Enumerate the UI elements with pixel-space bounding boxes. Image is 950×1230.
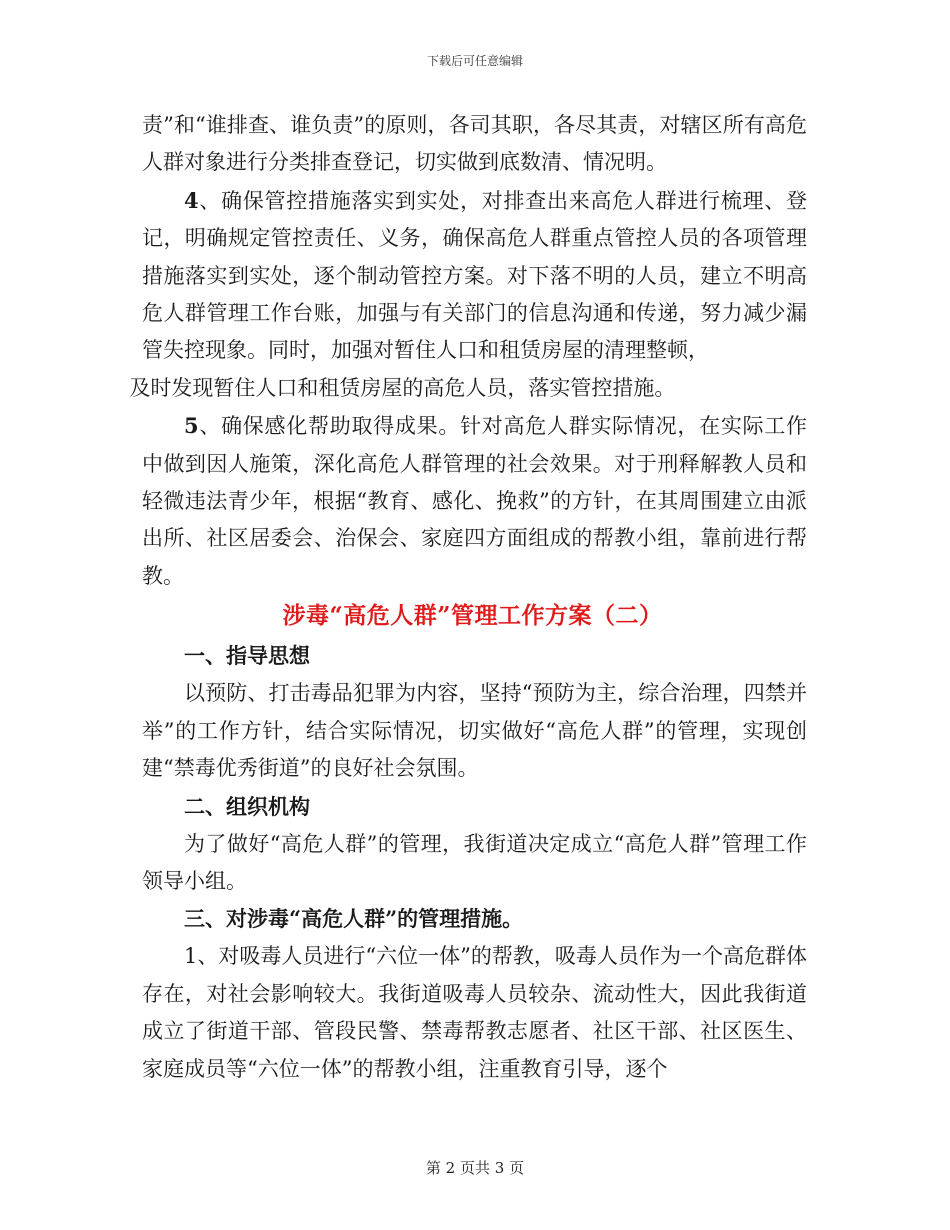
paragraph-continued: 责”和“谁排查、谁负责”的原则，各司其职，各尽其责，对辖区所有高危人群对象进行分类排查登记，切实做到底数清、情况明。 [142,113,807,175]
paragraph-text: 、确保管控措施落实到实处，对排查出来高危人群进行梳理、登记，明确规定管控责任、义务，确保高危人群重点管控人员的各项管理措施落实到实处，逐个制动管控方案。对下落不明的人员，建立不明高危人群管理工作台账，加强与有关部门的信息沟通和传递，努力减少漏管失控现象。同时，加强对暂住人口和租赁房屋的清理整顿， [142,188,807,363]
item-number: 5 [184,413,199,439]
paragraph-item-5 [142,407,807,595]
heading-organization: 二、组织机构 [184,793,310,819]
item-number: 4 [184,187,199,213]
paragraph-organization: 为了做好“高危人群”的管理，我街道决定成立“高危人群”管理工作领导小组。 [142,831,807,893]
paragraph-measure-1: 1、对吸毒人员进行“六位一体”的帮教，吸毒人员作为一个高危群体存在，对社会影响较大。我街道吸毒人员较杂、流动性大，因此我街道成立了街道干部、管段民警、禁毒帮教志愿者、社区干部、社区医生、家庭成员等“六位一体”的帮教小组，注重教育引导，逐个 [142,944,807,1081]
document-body [129,107,807,1088]
page-header-note: 下载后可任意编辑 [426,54,523,68]
paragraph-guiding-ideology: 以预防、打击毒品犯罪为内容，坚持“预防为主，综合治理，四禁并举”的工作方针，结合实际情况，切实做好“高危人群”的管理，实现创建“禁毒优秀街道”的良好社会氛围。 [142,681,807,781]
heading-measures: 三、对涉毒“高危人群”的管理措施。 [184,906,524,932]
section-title: 涉毒“高危人群”管理工作方案（二） [282,602,663,630]
paragraph-text: 、确保感化帮助取得成果。针对高危人群实际情况，在实际工作中做到因人施策，深化高危人群管理的社会效果。对于刑释解教人员和轻微违法青少年，根据“教育、感化、挽救”的方针，在其周围建立由派出所、社区居委会、治保会、家庭四方面组成的帮教小组，靠前进行帮教。 [142,414,807,588]
paragraph-item-4 [129,182,807,407]
paragraph-text-continued: 及时发现暂住人口和租赁房屋的高危人员，落实管控措施。 [129,375,676,400]
heading-guiding-ideology: 一、指导思想 [184,643,310,669]
page-number: 第 2 页共 3 页 [425,1159,525,1177]
